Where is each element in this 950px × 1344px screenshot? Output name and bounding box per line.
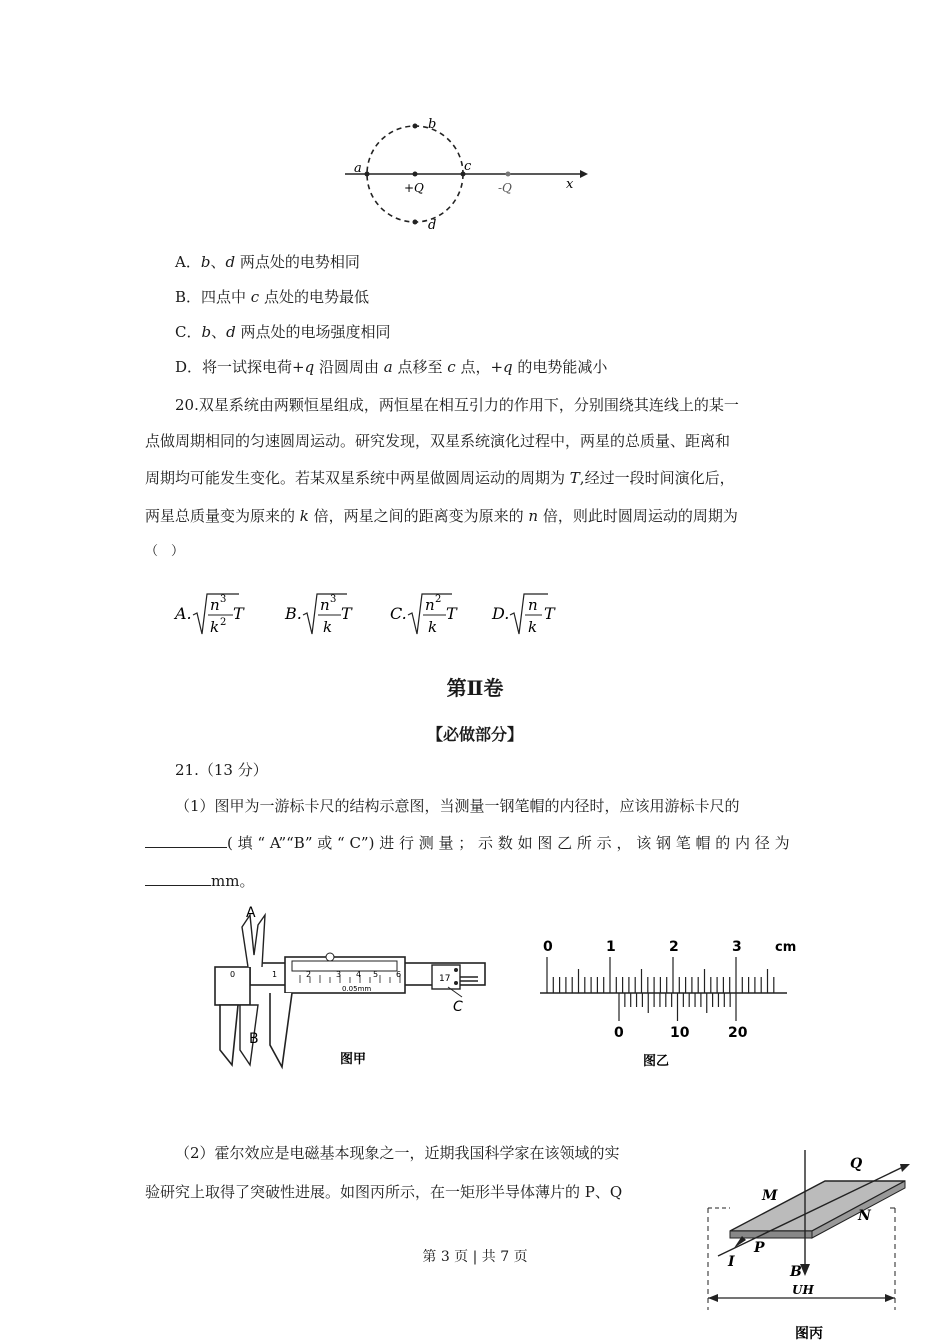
section-title: 第Ⅱ卷 [446, 676, 504, 700]
hall-label-q: Q [850, 1156, 863, 1172]
main-scale-0: 0 [543, 939, 553, 955]
svg-text:n: n [528, 596, 538, 614]
hall-label-i: I [728, 1254, 735, 1270]
q21-part1-line-1: （1）图甲为一游标卡尺的结构示意图，当测量一钢笔帽的内径时，应该用游标卡尺的 [175, 797, 740, 815]
svg-text:T: T [233, 604, 244, 623]
label-c: c [464, 159, 472, 174]
beam-scale-1: 1 [272, 970, 278, 979]
svg-text:3: 3 [330, 594, 337, 605]
main-scale-2: 2 [669, 939, 679, 955]
beam-scale-0: 0 [230, 970, 236, 979]
vernier-caliper-figure [210, 905, 500, 1075]
q21-part2-line-2: 验研究上取得了突破性进展。如图丙所示，在一矩形半导体薄片的 P、Q [145, 1183, 623, 1201]
svg-text:D.: D. [492, 604, 510, 623]
caliper-label-a: A [246, 905, 256, 921]
vernier-scale-0: 0 [614, 1025, 624, 1041]
figure-jia-caption: 图甲 [340, 1052, 367, 1067]
vernier-precision-note: 0.05mm [342, 985, 372, 993]
main-scale-1: 1 [606, 939, 616, 955]
svg-text:B.: B. [285, 604, 302, 623]
svg-text:T: T [446, 604, 457, 623]
hall-label-p: P [754, 1240, 765, 1256]
q21-part1-line-3: mm。 [145, 869, 805, 893]
label-posq: +Q [404, 181, 424, 195]
q19-option-b: B．四点中 c 点处的电势最低 [175, 288, 369, 306]
svg-text:n: n [425, 596, 435, 614]
svg-text:3: 3 [220, 594, 227, 605]
q20-line-2: 点做周期相同的匀速圆周运动。研究发现，双星系统演化过程中，两星的总质量、距离和 [145, 432, 731, 450]
svg-text:k: k [323, 618, 333, 636]
depth-knob-label: 17 [439, 974, 451, 984]
vernier-scale-20: 20 [728, 1025, 748, 1041]
vernier-reading-figure [535, 935, 805, 1070]
q21-part1-line-2: ( 填 “ A”“B” 或 “ C”) 进 行 测 量 ； 示 数 如 图 乙 所 示 ， 该 钢 笔 帽 的 内 径 为 [145, 831, 805, 855]
svg-text:T: T [341, 604, 352, 623]
figure-yi-caption: 图乙 [643, 1054, 670, 1069]
svg-text:2: 2 [435, 594, 442, 605]
label-b: b [428, 117, 437, 132]
figure-bing-caption: 图丙 [795, 1326, 823, 1342]
q20-option-d-formula [490, 588, 570, 640]
beam-scale-3: 3 [336, 970, 342, 979]
hall-label-uh: UH [792, 1283, 814, 1297]
page-footer: 第 3 页 | 共 7 页 [422, 1249, 528, 1265]
main-scale-unit: cm [775, 940, 797, 955]
q20-option-a-formula [173, 588, 253, 640]
q20-option-b-formula [283, 588, 363, 640]
caliper-label-c: C [453, 999, 463, 1015]
svg-text:k: k [428, 618, 438, 636]
beam-scale-5: 5 [373, 970, 379, 979]
section-subtitle: 【必做部分】 [426, 725, 523, 744]
svg-text:2: 2 [220, 617, 227, 628]
caliper-label-b: B [249, 1031, 259, 1047]
q21-heading: 21.（13 分） [175, 761, 268, 779]
label-a: a [354, 161, 362, 176]
hall-label-b: B [790, 1264, 802, 1280]
svg-text:C.: C. [390, 604, 407, 623]
svg-text:n: n [320, 596, 330, 614]
q20-line-1: 20.双星系统由两颗恒星组成，两恒星在相互引力的作用下，分别围绕其连线上的某一 [175, 396, 739, 414]
hall-label-m: M [762, 1188, 778, 1204]
q19-option-c: C．b、d 两点处的电场强度相同 [175, 323, 391, 341]
q20-option-c-formula [388, 588, 468, 640]
q20-answer-paren: （ ） [145, 544, 185, 559]
q20-line-3: 周期均可能发生变化。若某双星系统中两星做圆周运动的周期为 T,经过一段时间演化后， [145, 469, 735, 487]
svg-text:A.: A. [175, 604, 192, 623]
charge-circle-figure [340, 112, 590, 234]
label-x: x [566, 177, 574, 192]
svg-text:k: k [210, 618, 220, 636]
svg-text:n: n [210, 596, 220, 614]
beam-scale-4: 4 [356, 970, 362, 979]
label-d: d [428, 218, 437, 233]
beam-scale-2: 2 [306, 970, 312, 979]
vernier-scale-10: 10 [670, 1025, 690, 1041]
q19-option-d: D．将一试探电荷+q 沿圆周由 a 点移至 c 点，+q 的电势能减小 [175, 358, 608, 376]
answer-blank-1[interactable] [145, 831, 227, 848]
svg-text:k: k [528, 618, 538, 636]
hall-label-n: N [858, 1208, 871, 1224]
q21-part2-line-1: （2）霍尔效应是电磁基本现象之一，近期我国科学家在该领域的实 [175, 1144, 620, 1162]
svg-text:T: T [544, 604, 555, 623]
q20-line-4: 两星总质量变为原来的 k 倍，两星之间的距离变为原来的 n 倍，则此时圆周运动的周期为 [145, 507, 738, 525]
label-negq: -Q [498, 181, 512, 195]
q19-option-a: A．b、d 两点处的电势相同 [175, 253, 360, 271]
answer-blank-2[interactable] [145, 869, 211, 886]
beam-scale-6: 6 [396, 970, 402, 979]
main-scale-3: 3 [732, 939, 742, 955]
